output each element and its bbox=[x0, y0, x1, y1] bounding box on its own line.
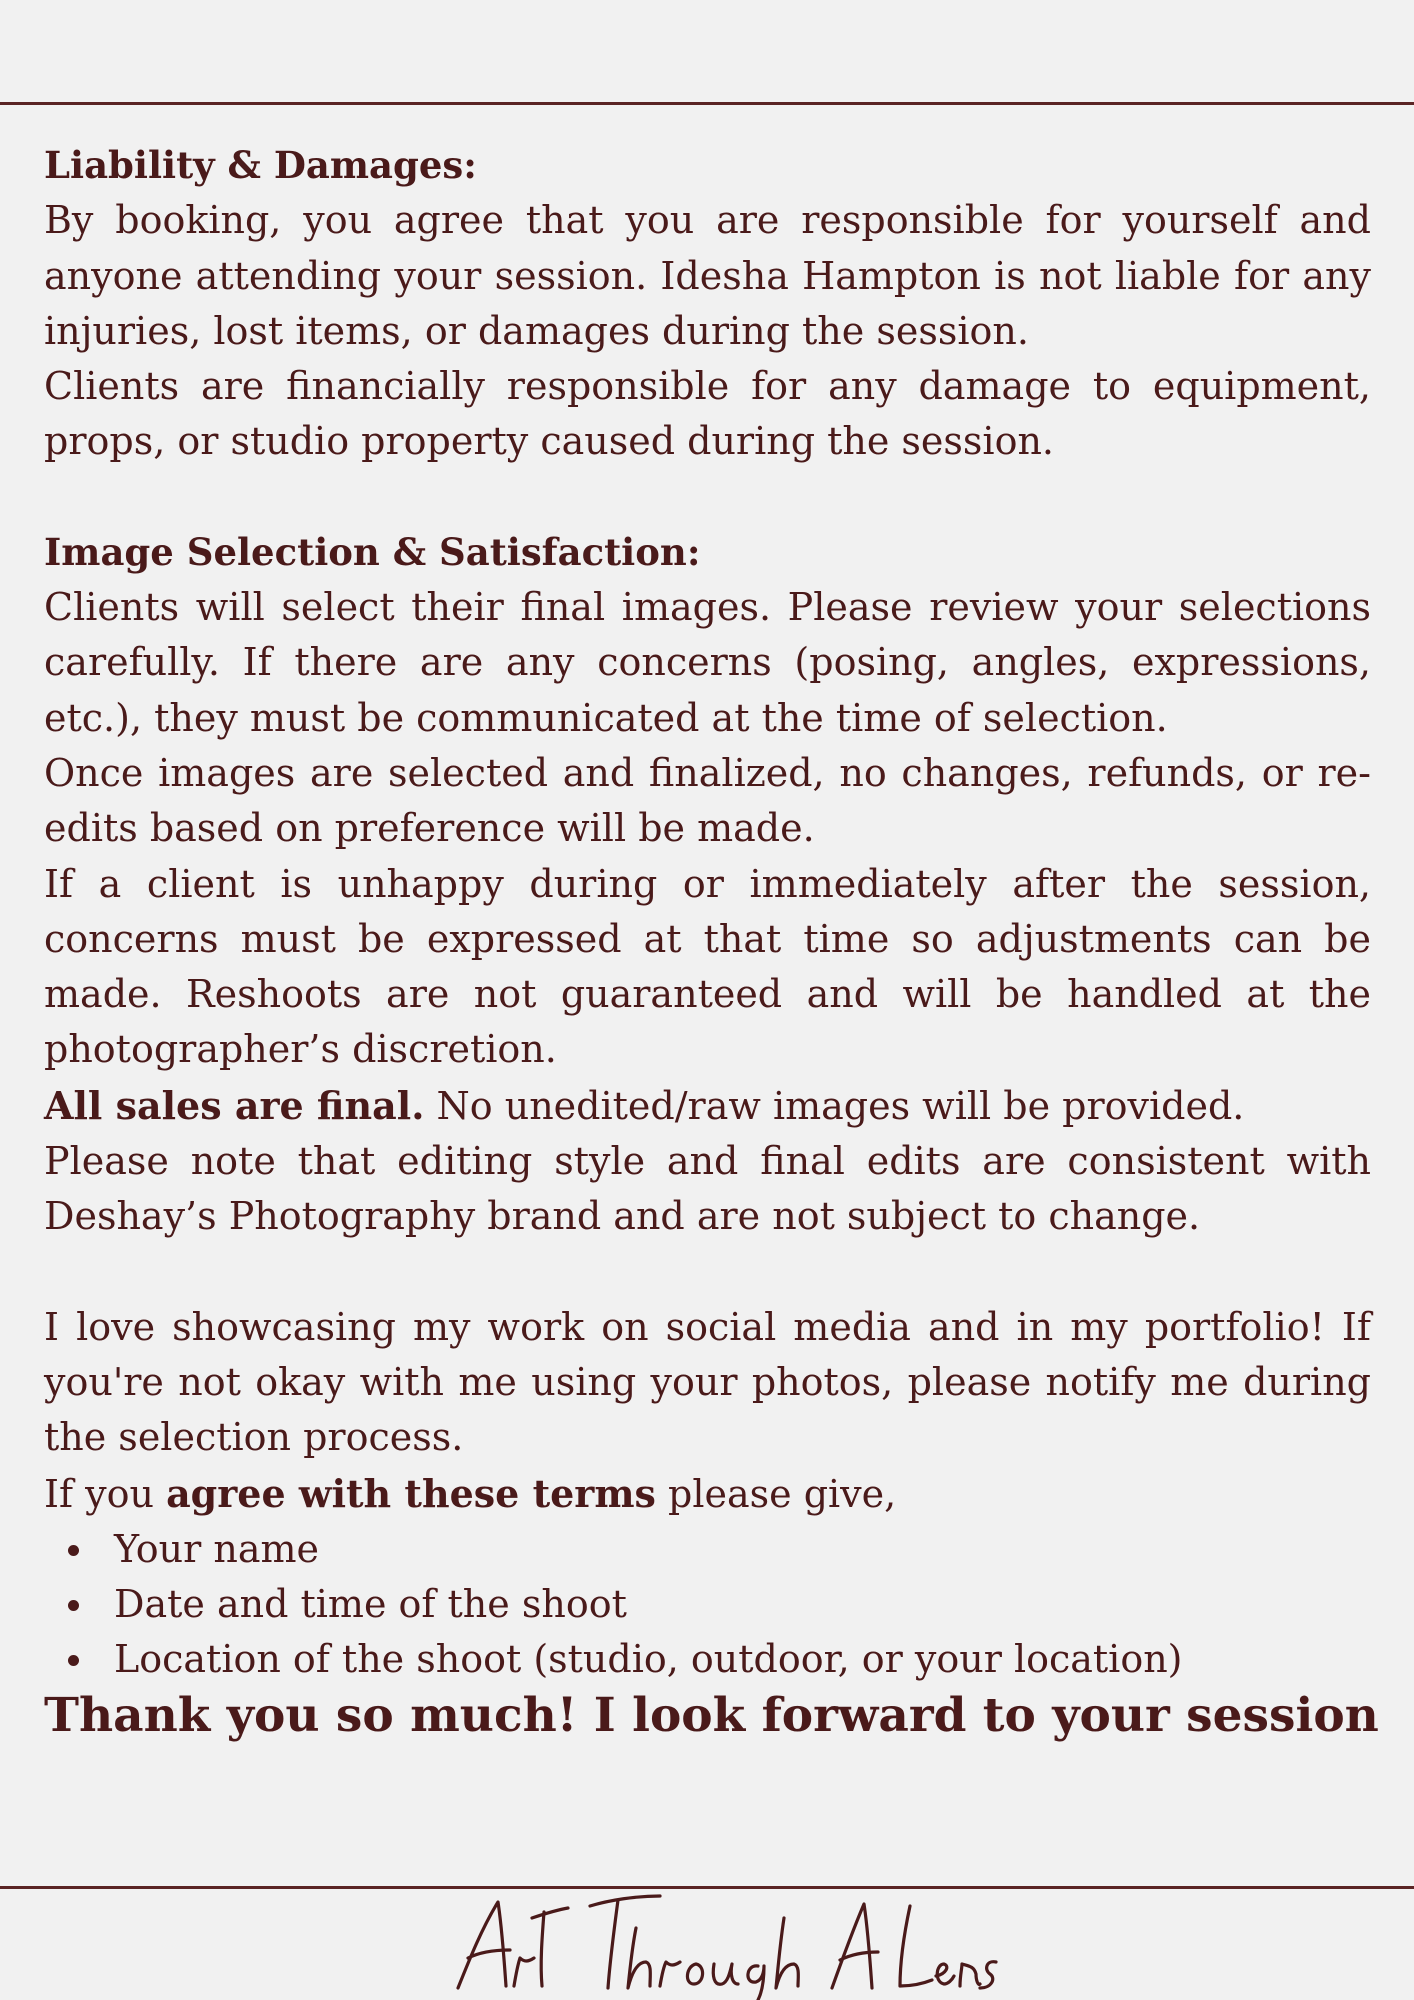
signature-script bbox=[440, 1888, 1000, 2000]
signature-logo bbox=[0, 1888, 1414, 2000]
section-spacer bbox=[44, 470, 1371, 525]
terms-content bbox=[44, 138, 1371, 1688]
selection-paragraph-1: Clients will select their final images. Please review your selections carefully. If there are any concerns (posing, angles, expressions, etc.), they must be communicated at the time of selection. bbox=[44, 585, 1371, 740]
agree-post: please give, bbox=[655, 1471, 897, 1516]
sales-final-line bbox=[44, 1078, 1371, 1134]
list-item: Date and time of the shoot bbox=[68, 1577, 1371, 1632]
sales-final-bold: All sales are final. bbox=[44, 1082, 425, 1128]
selection-heading: Image Selection & Satisfaction: bbox=[44, 529, 701, 574]
showcase-paragraph: I love showcasing my work on social media and in my portfolio! If you're not okay with me using your photos, please notify me during the selection process. bbox=[44, 1304, 1371, 1460]
agree-line bbox=[44, 1466, 1371, 1522]
liability-paragraph-2: Clients are financially responsible for any damage to equipment, props, or studio property caused during the session. bbox=[44, 364, 1371, 464]
top-divider bbox=[0, 102, 1414, 105]
requirements-list bbox=[44, 1522, 1371, 1688]
list-item: Your name bbox=[68, 1522, 1371, 1577]
selection-paragraph-2: Once images are selected and finalized, no changes, refunds, or re-edits based on preference will be made. bbox=[44, 750, 1371, 851]
section-spacer bbox=[44, 1245, 1371, 1300]
agree-pre: If you bbox=[44, 1471, 167, 1516]
liability-heading: Liability & Damages: bbox=[44, 143, 477, 187]
liability-paragraph-1: By booking, you agree that you are responsible for yourself and anyone attending your session. Idesha Hampton is not liable for any injuries, lost items, or damages during the session. bbox=[44, 198, 1371, 353]
sales-final-rest: No unedited/raw images will be provided. bbox=[424, 1083, 1245, 1128]
list-item: Location of the shoot (studio, outdoor, or your location) bbox=[68, 1632, 1371, 1687]
selection-paragraph-5: Please note that editing style and final edits are consistent with Deshay’s Photography brand and are not subject to change. bbox=[44, 1139, 1371, 1239]
agree-bold: agree with these terms bbox=[166, 1470, 656, 1516]
selection-paragraph-3: If a client is unhappy during or immediately after the session, concerns must be expressed at that time so adjustments can be made. Reshoots are not guaranteed and will be handled at the photographer’s discretion. bbox=[44, 861, 1371, 1072]
thank-you-message: Thank you so much! I look forward to your session bbox=[44, 1688, 1379, 1743]
